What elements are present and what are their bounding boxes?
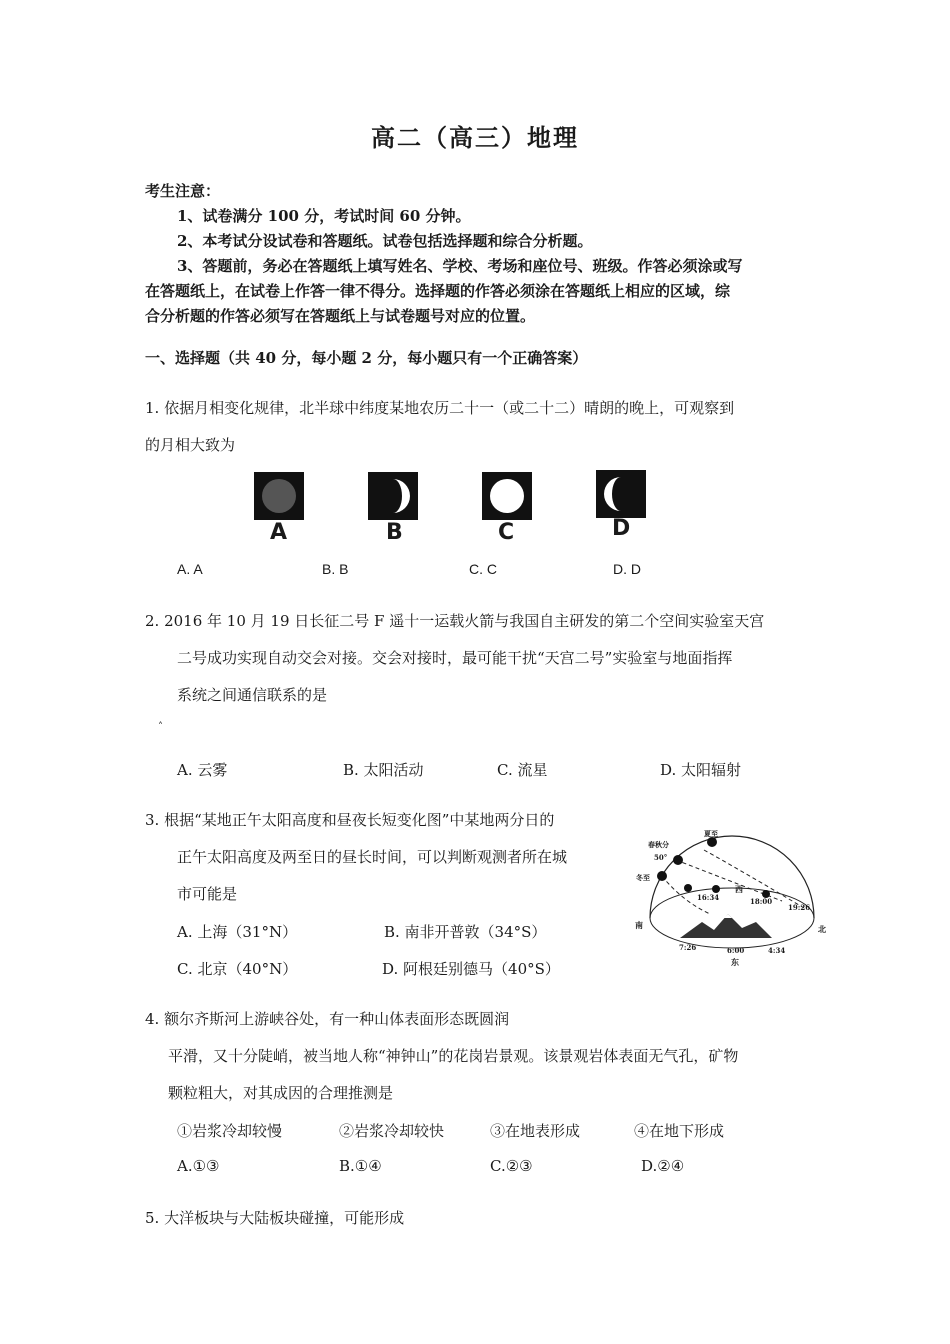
- q4-option-c[interactable]: C.②③: [490, 1157, 533, 1175]
- notice-heading: 考生注意：: [145, 182, 221, 200]
- notice-item-2: 2、本考试分设试卷和答题纸。试卷包括选择题和综合分析题。: [177, 232, 593, 250]
- q4-option-b[interactable]: B.①④: [339, 1157, 382, 1175]
- page-title: 高二（高三）地理: [371, 123, 579, 152]
- label-time-726: 7:26: [679, 943, 697, 952]
- q3-option-b[interactable]: B. 南非开普敦（34°S）: [384, 923, 547, 941]
- q2-stem-line-3: 系统之间通信联系的是: [177, 686, 328, 704]
- q4-statement-3: ③在地表形成: [490, 1122, 581, 1140]
- q3-stem-line-1: 3. 根据“某地正午太阳高度和昼夜长短变化图”中某地两分日的: [145, 811, 555, 829]
- label-time-434: 4:34: [768, 946, 786, 955]
- q4-stem-line-3: 颗粒粗大，对其成因的合理推测是: [168, 1084, 394, 1102]
- label-winter-solstice: 冬至: [636, 873, 650, 882]
- label-south: 南: [635, 920, 643, 930]
- label-north: 北: [818, 924, 826, 934]
- q2-stem-line-1: 2. 2016 年 10 月 19 日长征二号 F 遥十一运载火箭与我国自主研发的第二个空间实验室天宫: [145, 612, 765, 630]
- q3-option-c[interactable]: C. 北京（40°N）: [177, 960, 298, 978]
- moon-label-a: A: [270, 520, 288, 545]
- q5-stem-line-1: 5. 大洋板块与大陆板块碰撞，可能形成: [145, 1209, 405, 1227]
- q4-stem-line-2: 平滑，又十分陡峭，被当地人称“神钟山”的花岗岩景观。该景观岩体表面无气孔，矿物: [168, 1047, 739, 1065]
- q2-option-d[interactable]: D. 太阳辐射: [660, 761, 742, 779]
- q3-stem-line-2: 正午太阳高度及两至日的昼长时间，可以判断观测者所在城: [177, 848, 568, 866]
- q3-option-d[interactable]: D. 阿根廷别德马（40°S）: [382, 960, 560, 978]
- notice-item-3-line-1: 3、答题前，务必在答题纸上填写姓名、学校、考场和座位号、班级。作答必须涂或写: [177, 257, 743, 275]
- q1-option-d[interactable]: D. D: [613, 561, 641, 577]
- moon-phase-b-icon: [368, 472, 418, 520]
- q3-stem-line-3: 市可能是: [177, 885, 238, 903]
- label-time-1634: 16:34: [697, 893, 720, 902]
- moon-label-b: B: [386, 520, 403, 545]
- notice-item-3-line-3: 合分析题的作答必须写在答题纸上与试卷题号对应的位置。: [145, 307, 536, 325]
- moon-phase-a-icon: [254, 472, 304, 520]
- notice-item-3-line-2: 在答题纸上，在试卷上作答一律不得分。选择题的作答必须涂在答题纸上相应的区域，综: [145, 282, 731, 300]
- q4-statement-2: ②岩浆冷却较快: [339, 1122, 445, 1140]
- q4-stem-line-1: 4. 额尔齐斯河上游峡谷处，有一种山体表面形态既圆润: [145, 1010, 510, 1028]
- q2-option-a[interactable]: A. 云雾: [177, 761, 228, 779]
- moon-phase-d-icon: [596, 470, 646, 518]
- q4-option-d[interactable]: D.②④: [641, 1157, 685, 1175]
- notice-item-1: 1、试卷满分 100 分，考试时间 60 分钟。: [177, 207, 471, 225]
- q1-stem-line-2: 的月相大致为: [145, 436, 236, 454]
- label-angle: 50°: [654, 853, 668, 862]
- moon-phase-c-icon: [482, 472, 532, 520]
- q4-statement-1: ①岩浆冷却较慢: [177, 1122, 283, 1140]
- q1-stem-line-1: 1. 依据月相变化规律，北半球中纬度某地农历二十一（或二十二）晴朗的晚上，可观察到: [145, 399, 735, 417]
- label-summer-solstice: 夏至: [704, 829, 718, 838]
- label-equinox: 春秋分: [648, 840, 669, 849]
- label-time-1800: 18:00: [750, 897, 773, 906]
- caret-mark: ˄: [158, 722, 163, 733]
- q2-stem-line-2: 二号成功实现自动交会对接。交会对接时，最可能干扰“天宫二号”实验室与地面指挥: [177, 649, 733, 667]
- q2-option-c[interactable]: C. 流星: [497, 761, 548, 779]
- q4-statement-4: ④在地下形成: [634, 1122, 725, 1140]
- q3-option-a[interactable]: A. 上海（31°N）: [177, 923, 298, 941]
- q1-option-b[interactable]: B. B: [322, 561, 349, 577]
- q2-option-b[interactable]: B. 太阳活动: [343, 761, 424, 779]
- moon-label-c: C: [498, 520, 515, 545]
- q1-option-c[interactable]: C. C: [469, 561, 497, 577]
- moon-label-d: D: [612, 516, 631, 541]
- label-east: 东: [731, 957, 739, 967]
- label-west: 西: [735, 884, 743, 894]
- q4-option-a[interactable]: A.①③: [177, 1157, 220, 1175]
- section-heading: 一、选择题（共 40 分，每小题 2 分，每小题只有一个正确答案）: [145, 349, 588, 367]
- label-time-1926: 19:26: [788, 903, 811, 912]
- label-time-600: 6:00: [727, 946, 745, 955]
- q1-option-a[interactable]: A. A: [177, 561, 203, 577]
